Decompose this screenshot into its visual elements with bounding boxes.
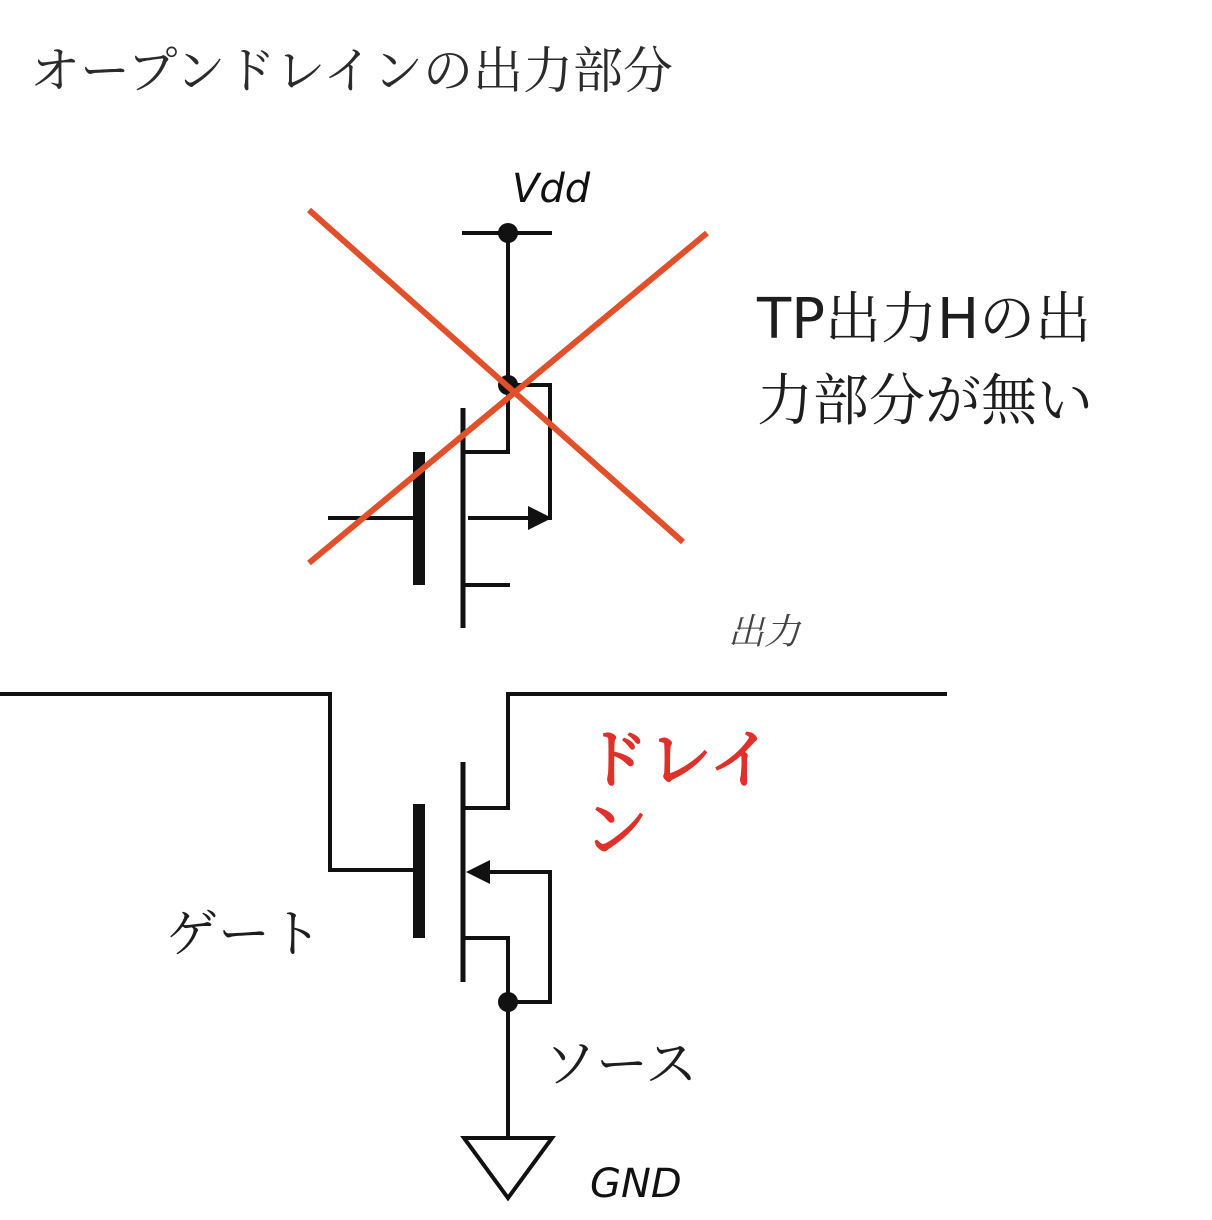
ground-symbol (464, 1138, 552, 1198)
gate-input-wire (0, 694, 419, 870)
vdd-label: Vdd (512, 166, 591, 212)
output-label: 出力 (728, 612, 801, 653)
drain-label-line-2: ン (584, 794, 648, 868)
cross-line-1 (309, 210, 683, 542)
nmos-transistor (0, 694, 945, 1198)
nmos-source-stub (463, 938, 508, 1002)
nmos-body-arrow (466, 860, 490, 884)
note-line-2: 力部分が無い (757, 369, 1093, 434)
gnd-label: GND (590, 1161, 682, 1207)
page-title: オープンドレインの出力部分 (30, 42, 673, 100)
note-line-1: TP出力Hの出 (757, 287, 1092, 352)
drain-label-line-1: ドレイ (584, 724, 773, 798)
pmos-transistor (330, 223, 552, 628)
source-label: ソース (544, 1035, 698, 1095)
gate-label: ゲート (166, 905, 323, 965)
